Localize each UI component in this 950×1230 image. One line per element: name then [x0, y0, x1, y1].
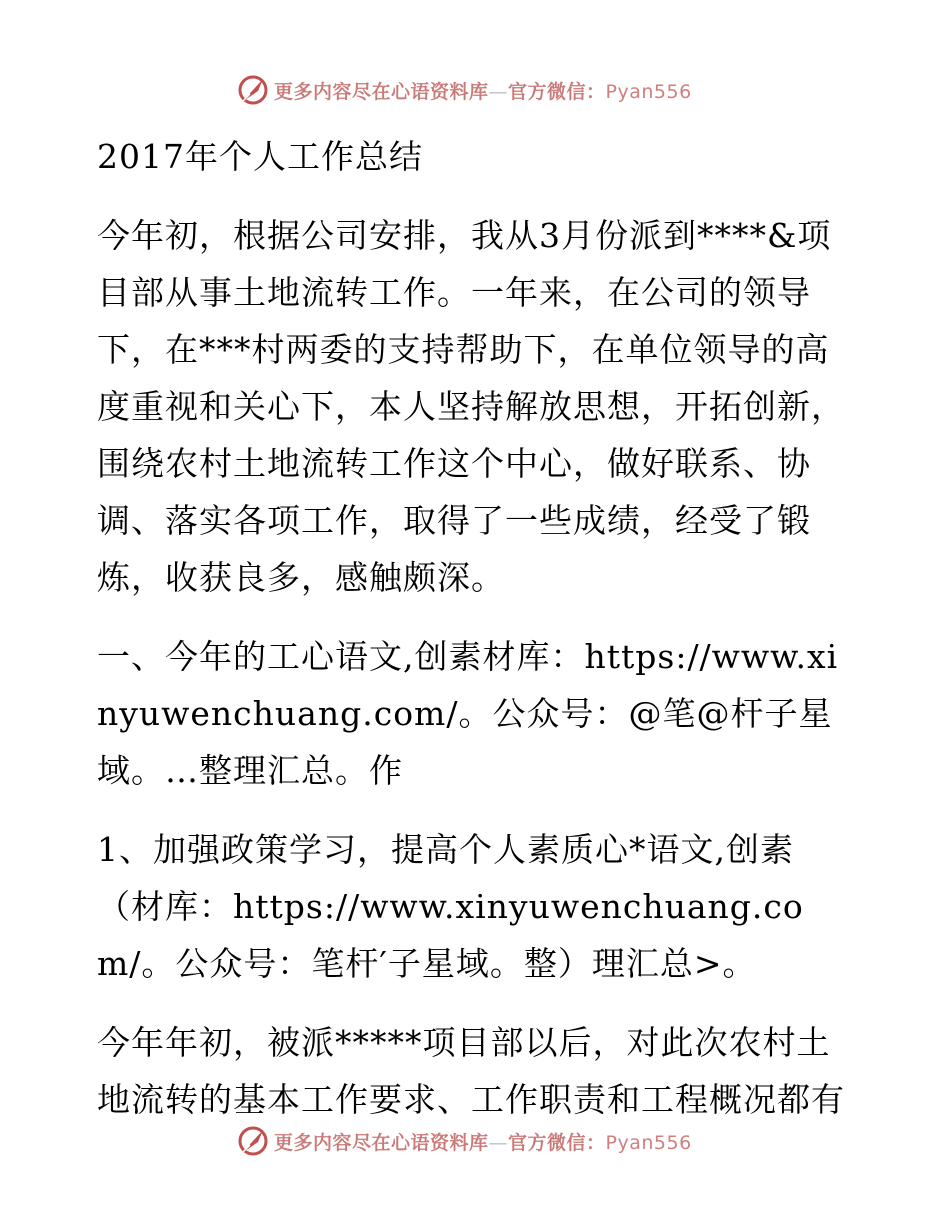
quill-logo-icon — [236, 73, 270, 107]
watermark-banner-bottom — [236, 1121, 692, 1161]
document-title: 2017年个人工作总结 — [97, 137, 423, 176]
quill-logo-icon — [236, 1124, 270, 1158]
watermark-banner-top — [236, 70, 692, 110]
document-body — [97, 128, 857, 1150]
paragraph-item-one: 1、加强政策学习，提高个人素质心*语文,创素（材库：https://www.xinyuwenchuang.com/。公众号：笔杆′子星域。整）理汇总>。 — [97, 830, 804, 983]
paragraph-body: 今年年初，被派*****项目部以后，对此次农村土地流转的基本工作要求、工作职责和工程概况都有 — [97, 1023, 845, 1119]
paragraph-section-one: 一、今年的工心语文,创素材库：https://www.xinyuwenchuang.com/。公众号：@笔@杆子星域。…整理汇总。作 — [97, 637, 839, 790]
paragraph-intro: 今年初，根据公司安排，我从3月份派到****&项目部从事土地流转工作。一年来，在公司的领导下，在***村两委的支持帮助下，在单位领导的高度重视和关心下，本人坚持解放思想，开拓创新，围绕农村土地流转工作这个中心，做好联系、协调、落实各项工作，取得了一些成绩，经受了锻炼，收获良多，感触颇深。 — [97, 216, 845, 597]
watermark-text: 更多内容尽在心语资料库—官方微信：Pyan556 — [274, 80, 692, 103]
watermark-text: 更多内容尽在心语资料库—官方微信：Pyan556 — [274, 1131, 692, 1154]
